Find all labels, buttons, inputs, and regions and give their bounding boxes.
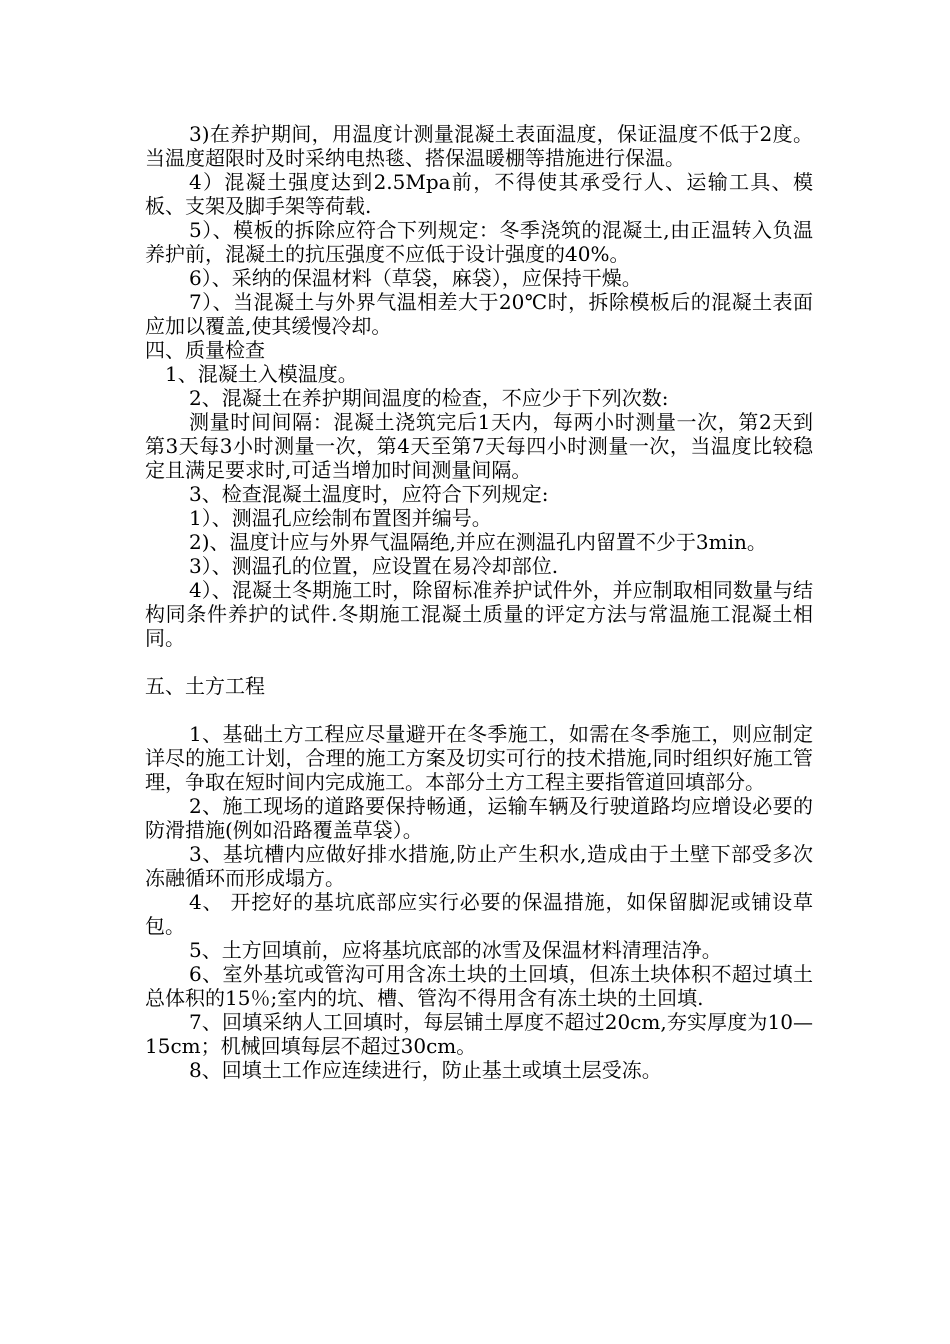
paragraph-drainage: 3、基坑槽内应做好排水措施,防止产生积水,造成由于土壁下部受多次冻融循环而形成塌方。 xyxy=(145,842,813,890)
paragraph-frozen-soil: 6、室外基坑或管沟可用含冻土块的土回填，但冻土块体积不超过填土总体积的15％;室内的坑、槽、管沟不得用含有冻土块的土回填. xyxy=(145,962,813,1010)
paragraph-backfill-thickness: 7、回填采纳人工回填时，每层铺土厚度不超过20cm,夯实厚度为10—15cm；机械回填每层不超过30cm。 xyxy=(145,1010,813,1058)
paragraph-test-specimens: 4）、混凝土冬期施工时，除留标准养护试件外，并应制取相同数量与结构同条件养护的试件.冬期施工混凝土质量的评定方法与常温施工混凝土相同。 xyxy=(145,578,813,650)
paragraph-insulation-materials: 6）、采纳的保温材料（草袋，麻袋），应保持干燥。 xyxy=(189,266,642,290)
paragraph-curing-checks: 2、混凝土在养护期间温度的检查，不应少于下列次数: xyxy=(189,386,669,410)
paragraph-backfill-cleaning: 5、土方回填前，应将基坑底部的冰雪及保温材料清理洁净。 xyxy=(189,938,722,962)
paragraph-thermometer: 2)、温度计应与外界气温隔绝,并应在测温孔内留置不少于3min。 xyxy=(189,530,767,554)
paragraph-placement-temperature: 1、混凝土入模温度。 xyxy=(165,362,358,386)
paragraph-site-roads: 2、施工现场的道路要保持畅通，运输车辆及行驶道路均应增设必要的防滑措施(例如沿路覆盖草袋）。 xyxy=(145,794,813,842)
paragraph-strength-load: 4）混凝土强度达到2.5Mpa前，不得使其承受行人、运输工具、模板、支架及脚手架等荷载. xyxy=(145,170,813,218)
paragraph-pit-insulation: 4、 开挖好的基坑底部应实行必要的保温措施，如保留脚泥或铺设草包。 xyxy=(145,890,813,938)
paragraph-temperature-rules: 3、检查混凝土温度时，应符合下列规定: xyxy=(189,482,549,506)
paragraph-formwork-removal: 5）、模板的拆除应符合下列规定：冬季浇筑的混凝土,由正温转入负温养护前，混凝土的抗压强度不应低于设计强度的40%。 xyxy=(145,218,813,266)
paragraph-temperature-difference: 7）、当混凝土与外界气温相差大于20℃时，拆除模板后的混凝土表面应加以覆盖,使其缓慢冷却。 xyxy=(145,290,813,338)
section-heading-earthwork: 五、土方工程 xyxy=(145,674,265,698)
document-page xyxy=(145,122,813,1082)
paragraph-hole-position: 3）、测温孔的位置，应设置在易冷却部位. xyxy=(189,554,559,578)
paragraph-continuous-work: 8、回填土工作应连续进行，防止基土或填土层受冻。 xyxy=(189,1058,662,1082)
paragraph-earthwork-planning: 1、基础土方工程应尽量避开在冬季施工，如需在冬季施工，则应制定详尽的施工计划，合理的施工方案及切实可行的技术措施,同时组织好施工管理，争取在短时间内完成施工。本部分土方工程主要指管道回填部分。 xyxy=(145,722,813,794)
paragraph-curing-temperature: 3)在养护期间，用温度计测量混凝土表面温度，保证温度不低于2度。当温度超限时及时采纳电热毯、搭保温暖棚等措施进行保温。 xyxy=(145,122,813,170)
section-heading-quality-check: 四、质量检查 xyxy=(145,338,265,362)
paragraph-hole-layout: 1）、测温孔应绘制布置图并编号。 xyxy=(189,506,492,530)
paragraph-measurement-interval: 测量时间间隔：混凝土浇筑完后1天内，每两小时测量一次，第2天到第3天每3小时测量一次，第4天至第7天每四小时测量一次，当温度比较稳定且满足要求时,可适当增加时间测量间隔。 xyxy=(145,410,813,482)
